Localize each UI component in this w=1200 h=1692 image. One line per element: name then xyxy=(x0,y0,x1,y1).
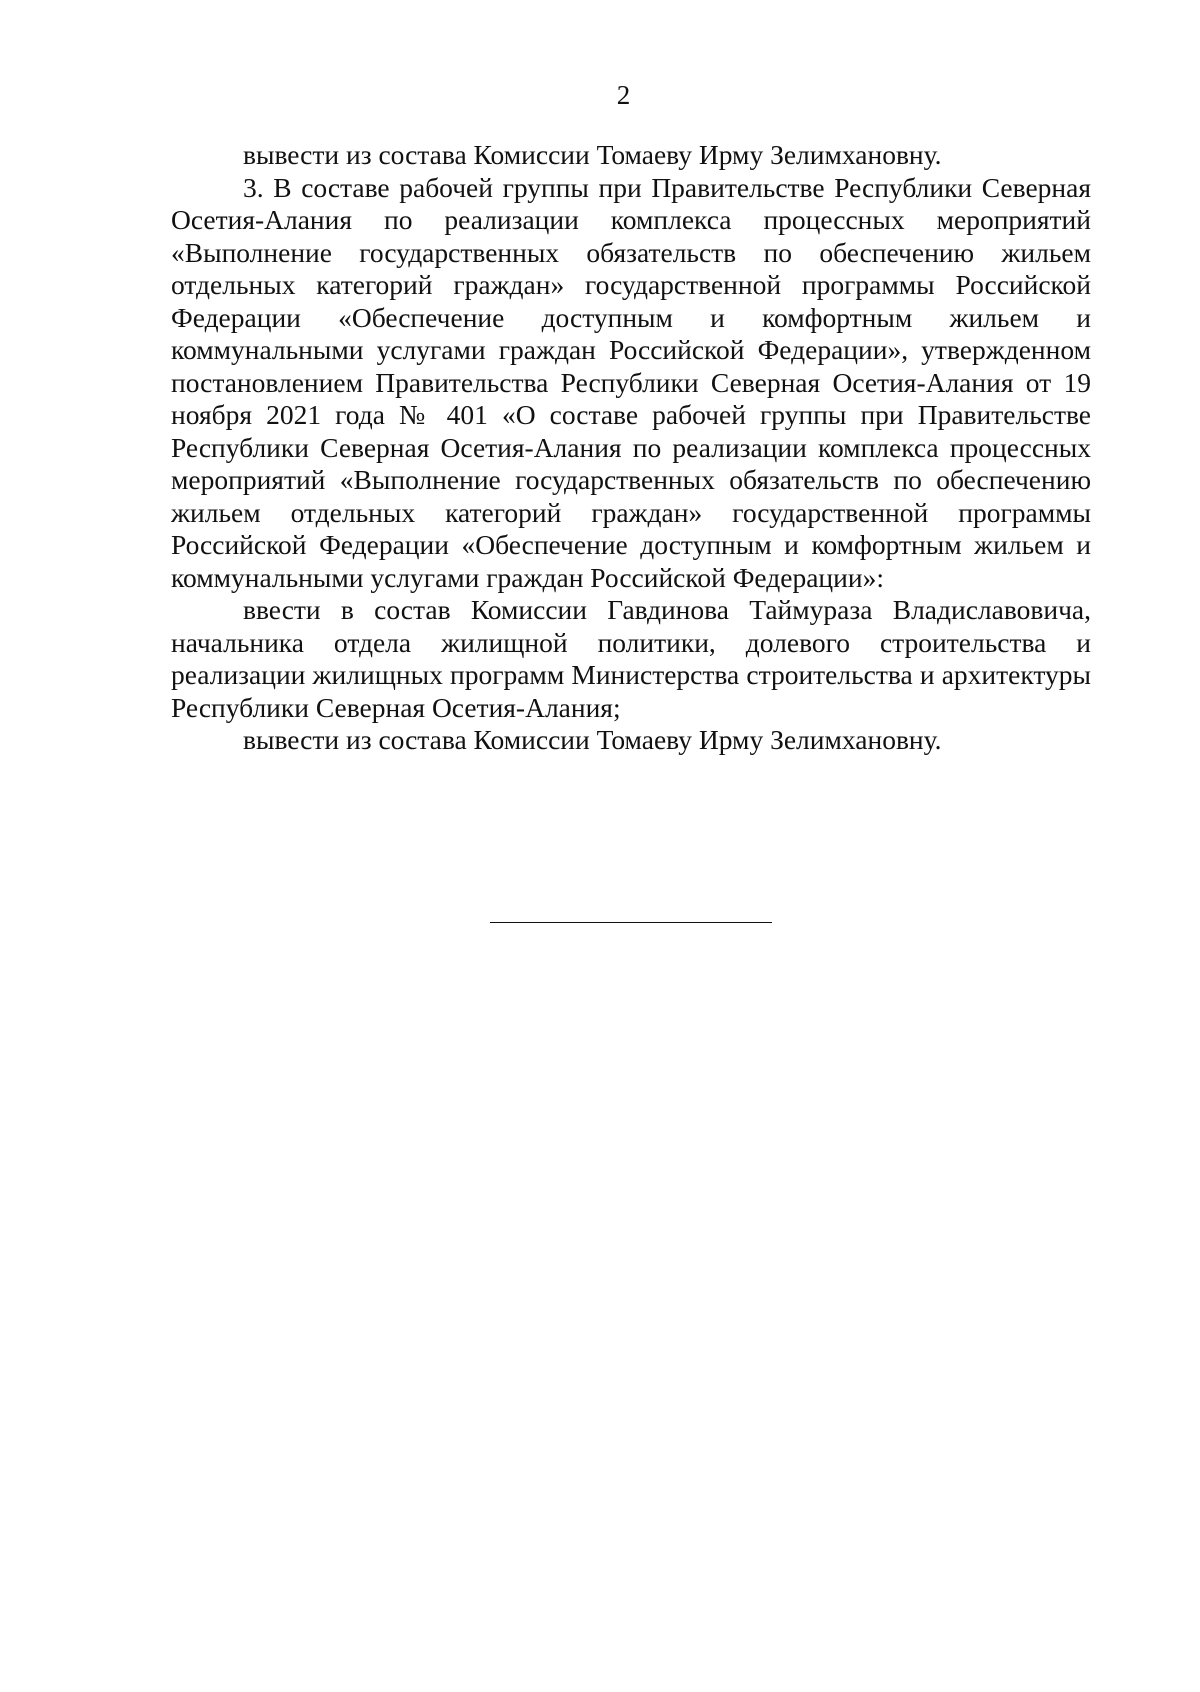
paragraph-remove-member-1: вывести из состава Комиссии Томаеву Ирму Зелимхановну. xyxy=(243,139,942,170)
paragraph-add-member: ввести в состав Комиссии Гавдинова Таймураза Владиславовича, начальника отдела жилищной политики, долевого строительства и реализации жилищных программ Министерства строительства и архитектуры Республики Северная Осетия-Алания; xyxy=(171,594,1091,723)
page-number: 2 xyxy=(616,80,631,110)
paragraph-item-3: 3. В составе рабочей группы при Правительстве Республики Северная Осетия-Алания по реализации комплекса процессных мероприятий «Выполнение государственных обязательств по обеспечению жильем отдельных категорий граждан» государственной программы Российской Федерации «Обеспечение доступным и комфортным жильем и коммунальными услугами граждан Российской Федерации», утвержденном постановлением Правительства Республики Северная Осетия-Алания от 19 ноября 2021 года № 401 «О составе рабочей группы при Правительстве Республики Северная Осетия-Алания по реализации комплекса процессных мероприятий «Выполнение государственных обязательств по обеспечению жильем отдельных категорий граждан» государственной программы Российской Федерации «Обеспечение доступным и комфортным жильем и коммунальными услугами граждан Российской Федерации»: xyxy=(171,171,1091,593)
closing-divider xyxy=(490,922,772,923)
document-body xyxy=(171,139,1091,757)
paragraph-remove-member-2: вывести из состава Комиссии Томаеву Ирму Зелимхановну. xyxy=(243,724,942,755)
